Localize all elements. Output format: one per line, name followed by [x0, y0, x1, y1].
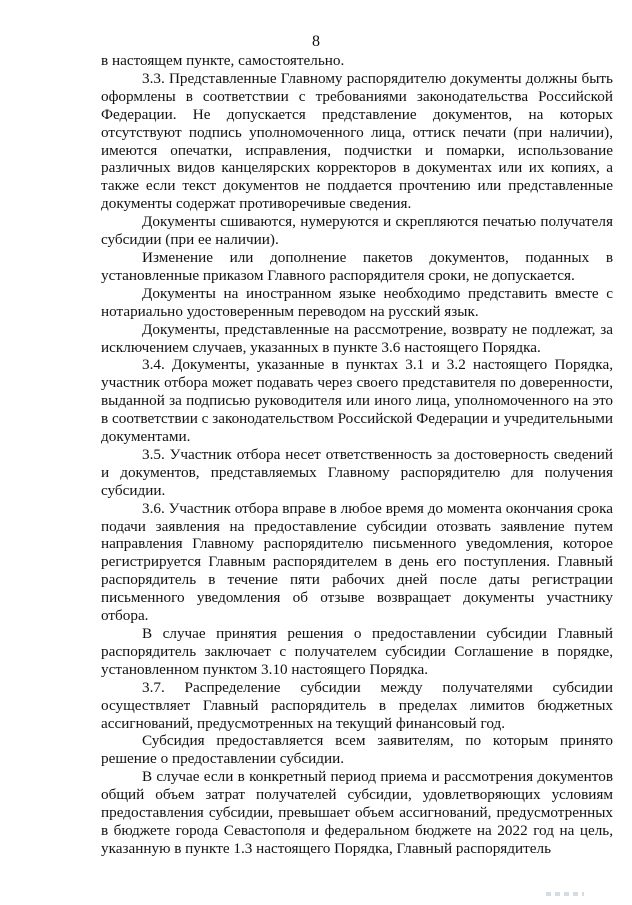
paragraph-continuation: в настоящем пункте, самостоятельно.: [101, 52, 345, 69]
paragraph-agreement: В случае принятия решения о предоставлении субсидии Главный распорядитель заключает с получателем субсидии Соглашение в порядке, установленном пунктом 3.10 настоящего Порядка.: [101, 625, 613, 678]
paragraph-3-6: 3.6. Участник отбора вправе в любое время до момента окончания срока подачи заявления на предоставление субсидии отозвать заявление путем направления Главному распорядителю письменного уведомления, которое регистрируется Главным распорядителем в день его поступления. Главный распорядитель в течение пяти рабочих дней после даты регистрации письменного уведомления об отзыве возвращает документы участнику отбора.: [101, 499, 613, 625]
paragraph-documents-return: Документы, представленные на рассмотрение, возврату не подлежат, за исключением случаев, указанных в пункте 3.6 настоящего Порядка.: [101, 320, 613, 356]
paragraph-3-7: 3.7. Распределение субсидии между получателями субсидии осуществляет Главный распорядитель в пределах лимитов бюджетных ассигнований, предусмотренных на текущий финансовый год.: [101, 678, 613, 732]
paragraph-documents-bound: Документы сшиваются, нумеруются и скрепляются печатью получателя субсидии (при ее наличии).: [101, 213, 613, 249]
paragraph-foreign-language: Документы на иностранном языке необходимо представить вместе с нотариально удостоверенным переводом на русский язык.: [101, 284, 613, 320]
paragraph-all-applicants: Субсидия предоставляется всем заявителям, по которым принято решение о предоставлении субсидии.: [101, 732, 613, 768]
paragraph-3-3: 3.3. Представленные Главному распорядителю документы должны быть оформлены в соответствии с требованиями законодательства Российской Федерации. Не допускается представление документов, на которых отсутствуют подпись уполномоченного лица, оттиск печати (при наличии), имеются опечатки, исправления, подчистки и помарки, использование различных видов канцелярских корректоров в документах или их копиях, а также если текст документов не поддается прочтению или представленные документы содержат противоречивые сведения.: [101, 69, 613, 213]
paragraph-3-4: 3.4. Документы, указанные в пунктах 3.1 и 3.2 настоящего Порядка, участник отбора может подавать через своего представителя по доверенности, выданной за подписью руководителя или иного лица, уполномоченного на это в соответствии с законодательством Российской Федерации и учредительными документами.: [101, 356, 613, 446]
paragraph-package-changes: Изменение или дополнение пакетов документов, поданных в установленные приказом Главного распорядителя сроки, не допускается.: [101, 248, 613, 284]
scan-mark: [546, 892, 584, 896]
page-number: 8: [312, 33, 320, 50]
document-text: [101, 52, 613, 858]
paragraph-3-5: 3.5. Участник отбора несет ответственность за достоверность сведений и документов, представляемых Главному распорядителю для получения субсидии.: [101, 445, 613, 499]
paragraph-funding-limit: В случае если в конкретный период приема и рассмотрения документов общий объем затрат получателей субсидии, удовлетворяющих условиям предоставления субсидии, превышает объем ассигнований, предусмотренных в бюджете города Севастополя и федеральном бюджете на 2022 год на цель, указанную в пункте 1.3 настоящего Порядка, Главный распорядитель: [101, 768, 613, 857]
